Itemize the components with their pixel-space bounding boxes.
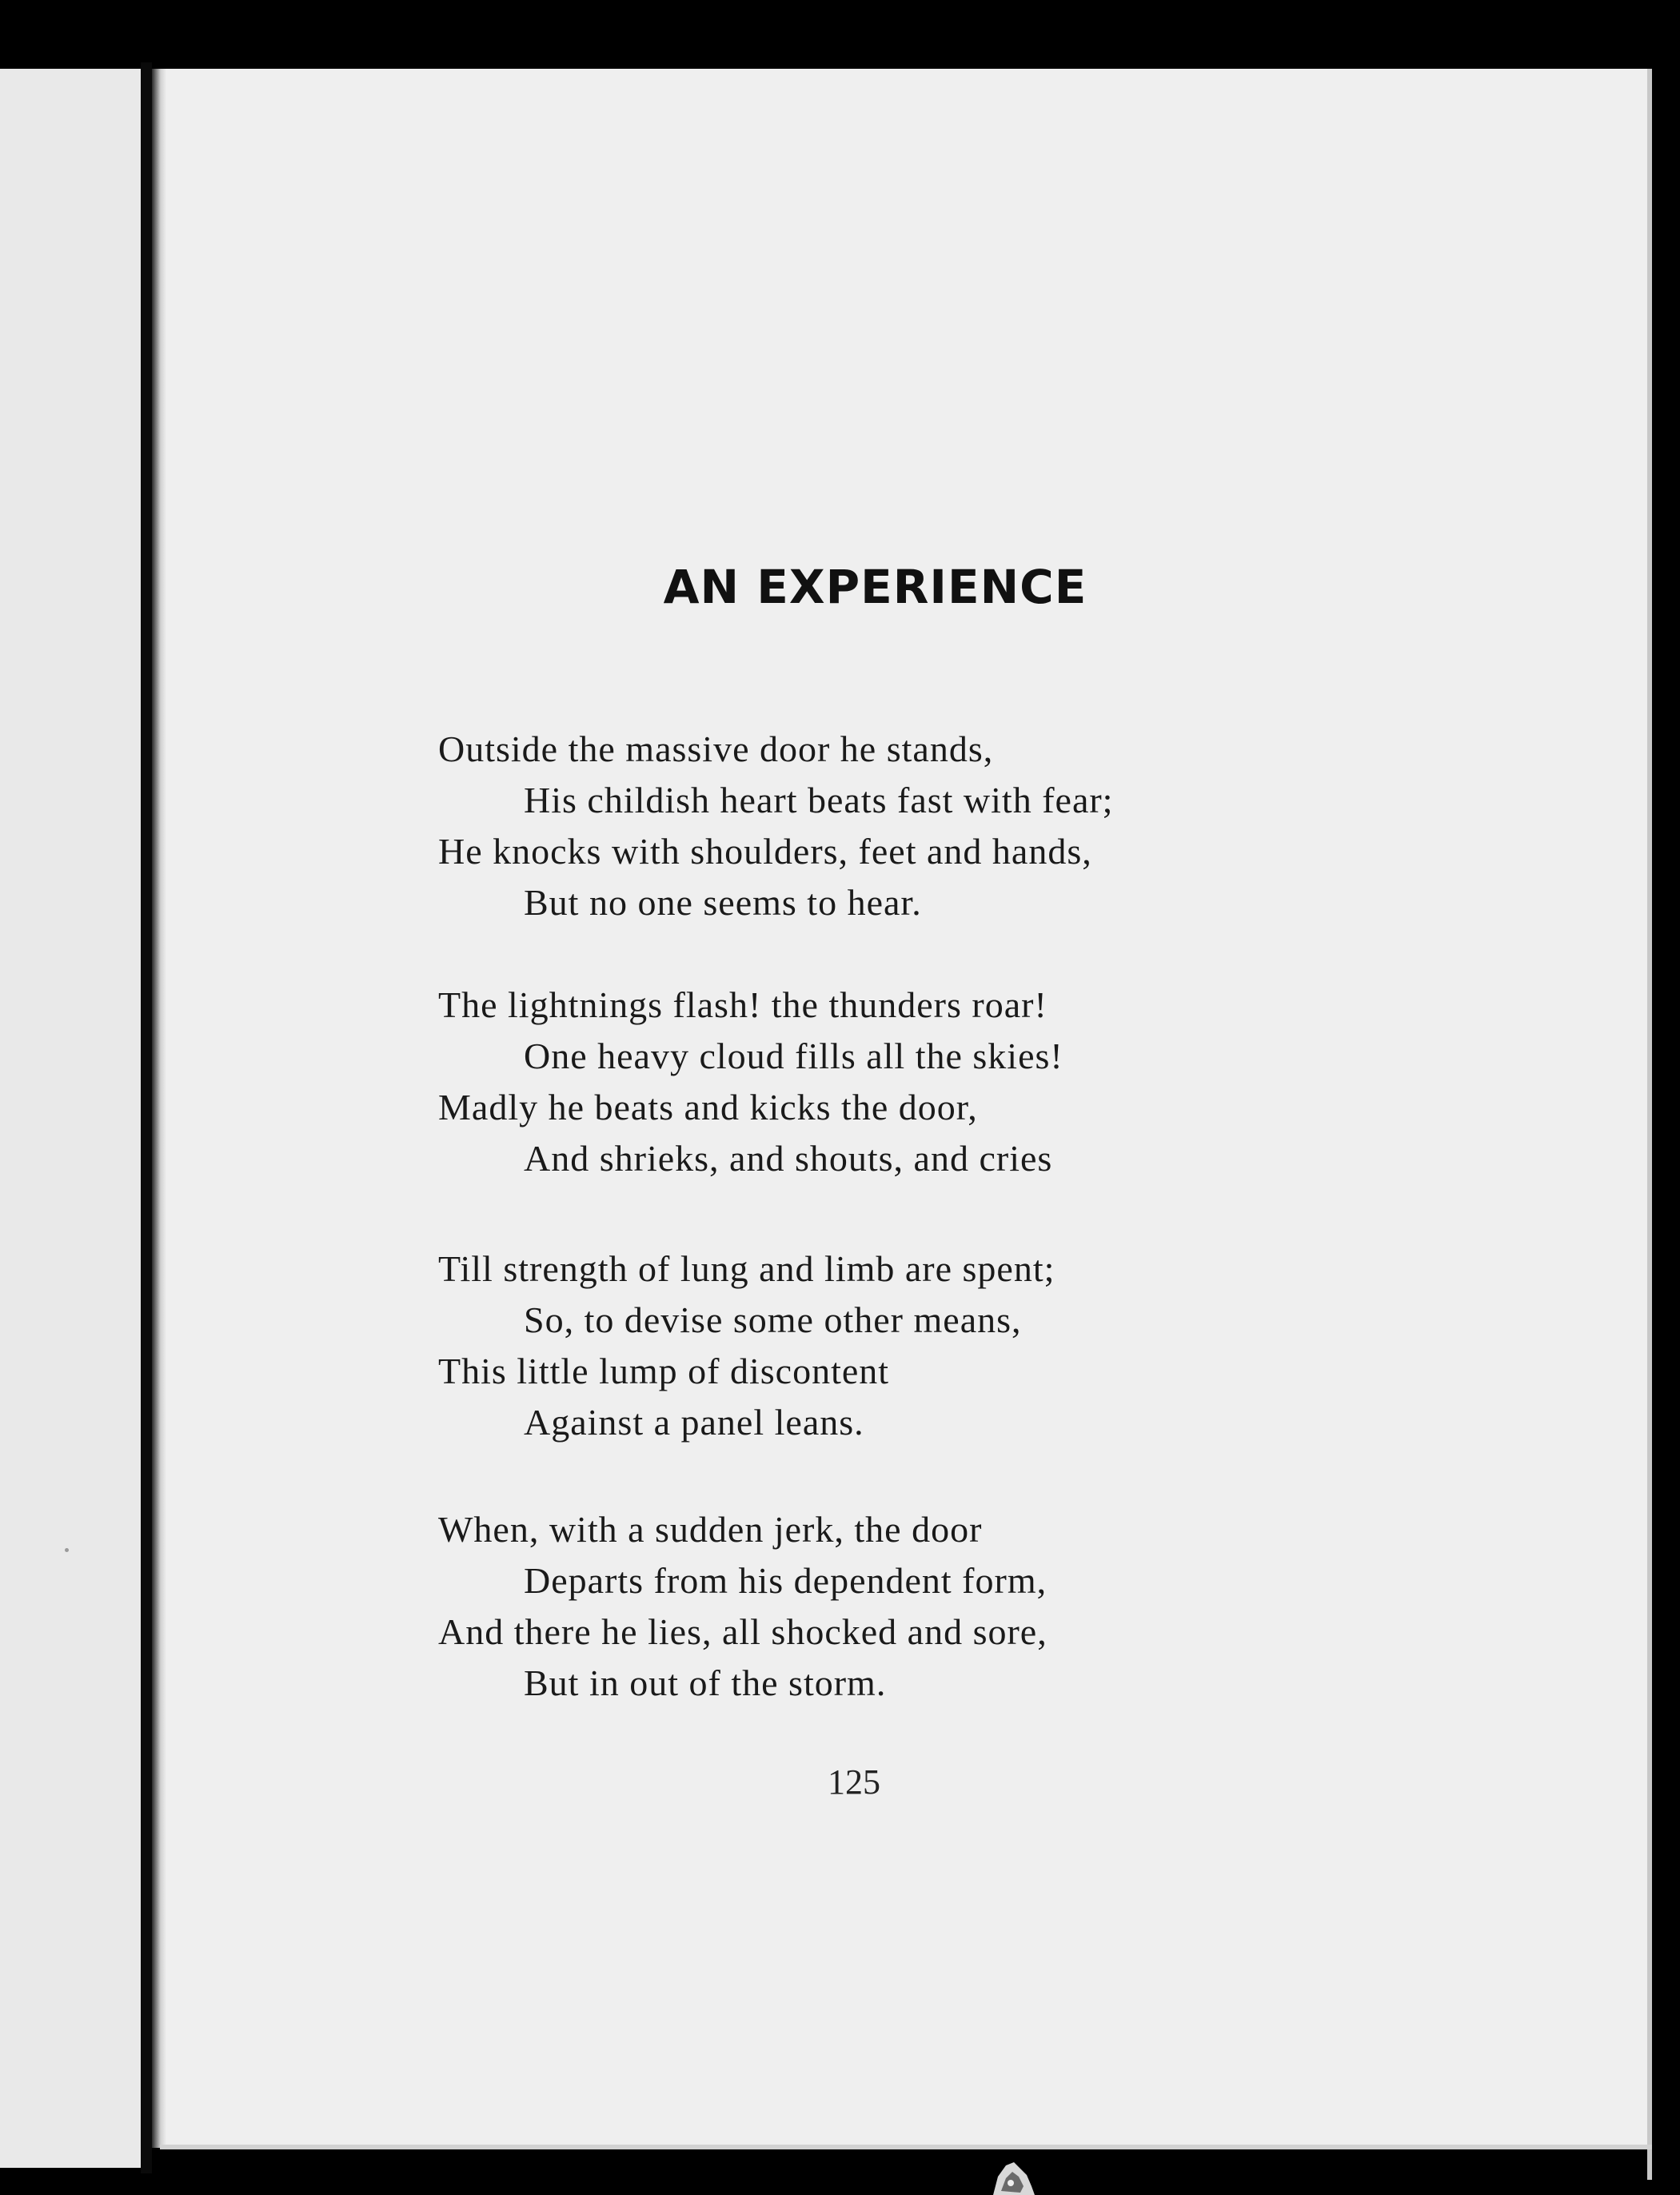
poem-line: Outside the massive door he stands, bbox=[438, 728, 994, 769]
poem-title bbox=[0, 560, 1680, 614]
poem-line: Against a panel leans. bbox=[524, 1402, 864, 1443]
poem-line: This little lump of discontent bbox=[438, 1351, 890, 1391]
poem-line: The lightnings flash! the thunders roar! bbox=[438, 984, 1048, 1025]
poem-line: And there he lies, all shocked and sore, bbox=[438, 1611, 1048, 1652]
poem-title-text: AN EXPERIENCE bbox=[663, 560, 1087, 614]
poem-line: He knocks with shoulders, feet and hands, bbox=[438, 831, 1092, 872]
poem-line: Departs from his dependent form, bbox=[524, 1560, 1048, 1601]
poem-line: His childish heart beats fast with fear; bbox=[524, 780, 1114, 820]
poem-line: But no one seems to hear. bbox=[524, 882, 922, 923]
poem-line: Madly he beats and kicks the door, bbox=[438, 1087, 978, 1127]
poem-line: So, to devise some other means, bbox=[524, 1299, 1022, 1340]
poem-line: And shrieks, and shouts, and cries bbox=[524, 1138, 1053, 1179]
poem-line: When, with a sudden jerk, the door bbox=[438, 1509, 983, 1550]
facing-page-edge bbox=[0, 69, 141, 2168]
poem-line: One heavy cloud fills all the skies! bbox=[524, 1036, 1063, 1076]
page-right-edge bbox=[1647, 69, 1652, 2180]
poem-line: Till strength of lung and limb are spent; bbox=[438, 1248, 1055, 1289]
page-bottom-edge bbox=[160, 2145, 1652, 2149]
book-gutter bbox=[141, 62, 152, 2173]
binding-shadow bbox=[152, 69, 166, 2148]
library-stamp-mark bbox=[987, 2159, 1036, 2195]
paper-speck bbox=[65, 1548, 69, 1552]
poem-line: But in out of the storm. bbox=[524, 1662, 887, 1703]
page-number: 125 bbox=[828, 1762, 880, 1802]
